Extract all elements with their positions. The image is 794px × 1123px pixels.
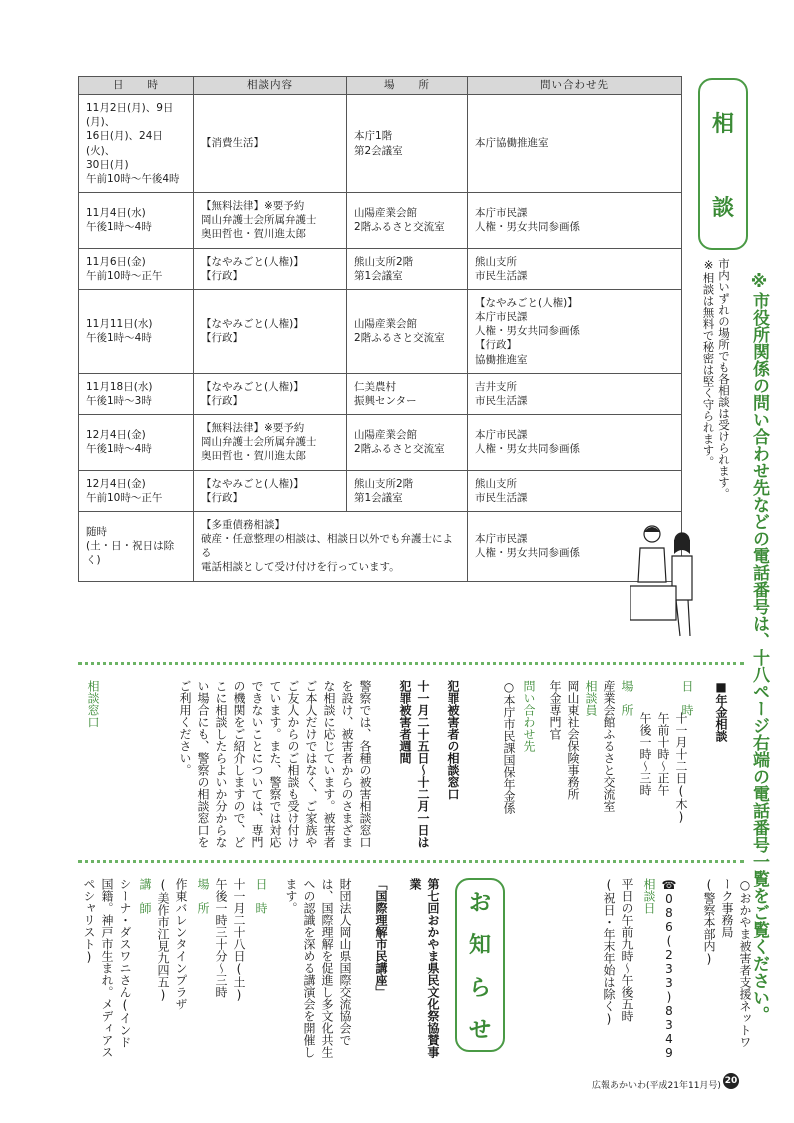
cell-date: 随時 (土・日・祝日は除く) [79, 511, 194, 581]
pension-place-label: 場 所 [620, 680, 634, 716]
cell-contact: 本庁市民課 人権・男女共同参画係 [468, 193, 682, 249]
police-title: 犯罪被害者の相談窓口 [446, 680, 460, 800]
lecture-speaker: シーナ・ダスワニさん(インド国籍。神戸市生まれ。メディアスペシャリスト) [82, 878, 132, 1058]
footer-text: 広報あかいわ(平成21年11月号) [592, 1081, 721, 1091]
police-footer: 相談窓口 [86, 680, 100, 728]
cell-content: 【多重債務相談】 破産・任意整理の相談は、相談日以外でも弁護士による 電話相談として受け付けを行っています。 [194, 511, 468, 581]
header-contact: 問い合わせ先 [468, 77, 682, 95]
lecture-date: 十一月二十八日(土) 午後一時三十分～三時 [214, 878, 246, 1002]
side-note: 市内いずれの場所でも各相談は受けられます。 ※相談は無料で秘密は堅く守られます。 [701, 258, 732, 500]
table-row [79, 415, 682, 471]
cell-date: 11月11日(水) 午後1時～4時 [79, 289, 194, 373]
cell-date: 12月4日(金) 午前10時～正午 [79, 470, 194, 511]
cell-date: 12月4日(金) 午後1時～4時 [79, 415, 194, 471]
cell-contact: 熊山支所 市民生活課 [468, 248, 682, 289]
cell-date: 11月6日(金) 午前10時～正午 [79, 248, 194, 289]
support-day-label: 相談日 [642, 878, 656, 914]
badge-char: せ [468, 1018, 491, 1044]
cell-place: 仁美農村 振興センター [347, 373, 468, 414]
cell-place: 山陽産業会館 2階ふるさと交流室 [347, 193, 468, 249]
cell-date: 11月2日(月)、9日(月)、 16日(月)、24日(火)、 30日(月) 午前10時～午後4時 [79, 95, 194, 193]
table-row-last [79, 511, 682, 581]
support-item: ○おかやま被害者支援ネットワーク事務局 (警察本部内) [702, 878, 752, 1048]
cell-content: 【なやみごと(人権)】 【行政】 [194, 248, 347, 289]
police-subtitle: 十一月二十五日～十二月一日は 犯罪被害者週間 [398, 680, 430, 848]
badge-char: 相 [711, 111, 734, 137]
cell-content: 【無料法律】※要予約 岡山弁護士会所属弁護士 奥田哲也・賀川進太郎 [194, 193, 347, 249]
badge-char: ら [468, 975, 491, 1001]
cell-contact: 本庁市民課 人権・男女共同参画係 [468, 511, 682, 581]
lecture-place: 作東バレンタインプラザ (美作市江見九四五) [156, 878, 188, 1010]
phone-note: ※市役所関係の問い合わせ先などの電話番号は、十八ページ右端の電話番号一覧をご覧ください。 [749, 272, 769, 1023]
cell-place: 熊山支所2階 第1会議室 [347, 470, 468, 511]
pension-staff-label: 相談員 [584, 680, 598, 716]
lecture-subtitle: 「国際理解市民講座」 [374, 878, 388, 998]
lecture-date-label: 日 時 [254, 878, 268, 914]
cell-content: 【なやみごと(人権)】 【行政】 [194, 289, 347, 373]
table-row [79, 373, 682, 414]
cell-content: 【消費生活】 [194, 95, 347, 193]
cell-place: 山陽産業会館 2階ふるさと交流室 [347, 415, 468, 471]
header-date: 日 時 [79, 77, 194, 95]
table-row [79, 289, 682, 373]
pension-title: ■年金相談 [714, 680, 728, 742]
cell-place: 本庁1階 第2会議室 [347, 95, 468, 193]
consultation-table [78, 76, 682, 582]
table-row [79, 95, 682, 193]
table-header [79, 77, 682, 95]
cell-contact: 本庁協働推進室 [468, 95, 682, 193]
pension-contact-label: 問い合わせ先 [522, 680, 536, 752]
page-number: 20 [723, 1073, 739, 1089]
cell-content: 【なやみごと(人権)】 【行政】 [194, 470, 347, 511]
cell-place: 山陽産業会館 2階ふるさと交流室 [347, 289, 468, 373]
cell-content: 【なやみごと(人権)】 【行政】 [194, 373, 347, 414]
badge-char: 知 [468, 933, 491, 959]
cell-contact: 熊山支所 市民生活課 [468, 470, 682, 511]
separator [78, 860, 744, 863]
cell-content: 【無料法律】※要予約 岡山弁護士会所属弁護士 奥田哲也・賀川進太郎 [194, 415, 347, 471]
pension-staff: 岡山東社会保険事務所 年金専門官 [548, 680, 580, 800]
cell-contact: 吉井支所 市民生活課 [468, 373, 682, 414]
badge-char: お [468, 890, 491, 916]
lecture-speaker-label: 講 師 [138, 878, 152, 914]
cell-place: 熊山支所2階 第1会議室 [347, 248, 468, 289]
lecture-title: 第七回おかやま県民文化祭協賛事業 [408, 878, 440, 1058]
cell-contact: 【なやみごと(人権)】 本庁市民課 人権・男女共同参画係 【行政】 協働推進室 [468, 289, 682, 373]
table-row [79, 248, 682, 289]
lecture-place-label: 場 所 [196, 878, 210, 914]
separator [78, 662, 744, 665]
pension-place: 産業会館ふるさと交流室 [602, 680, 616, 812]
consultation-illustration [630, 520, 694, 640]
lecture-body: 財団法人岡山県国際交流協会では、国際理解を促進し多文化共生への認識を深める講演会を開催します。 [284, 878, 352, 1058]
oshirase-badge [455, 878, 505, 1052]
police-body: 警察では、各種の被害相談窓口を設け、被害者からのさまざまな相談に応じています。被害者ご本人だけではなく、ご家族やご友人からのご相談も受け付けています。また、警察では対応できないことについては、専門の機関をご紹介しますので、どこに相談したらよいか分からない場合にも、警察の相談窓口をご利用ください。 [178, 680, 372, 848]
cell-contact: 本庁市民課 人権・男女共同参画係 [468, 415, 682, 471]
cell-date: 11月18日(水) 午後1時～3時 [79, 373, 194, 414]
support-days: 平日の午前九時～午後五時 (祝日・年末年始は除く) [602, 878, 634, 1026]
badge-char: 談 [711, 195, 734, 221]
pension-date-value: 十一月十二日(木) 午前十時～正午 午後一時～三時 [638, 712, 688, 824]
table-row [79, 193, 682, 249]
soudan-badge [698, 78, 748, 250]
cell-date: 11月4日(水) 午後1時～4時 [79, 193, 194, 249]
pension-date: 日 時 [680, 680, 694, 716]
support-tel: ☎086(233)8349 [662, 878, 676, 1060]
header-content: 相談内容 [194, 77, 347, 95]
pension-contact: ○本庁市民課国保年金係 [502, 680, 516, 814]
table-row [79, 470, 682, 511]
header-place: 場 所 [347, 77, 468, 95]
